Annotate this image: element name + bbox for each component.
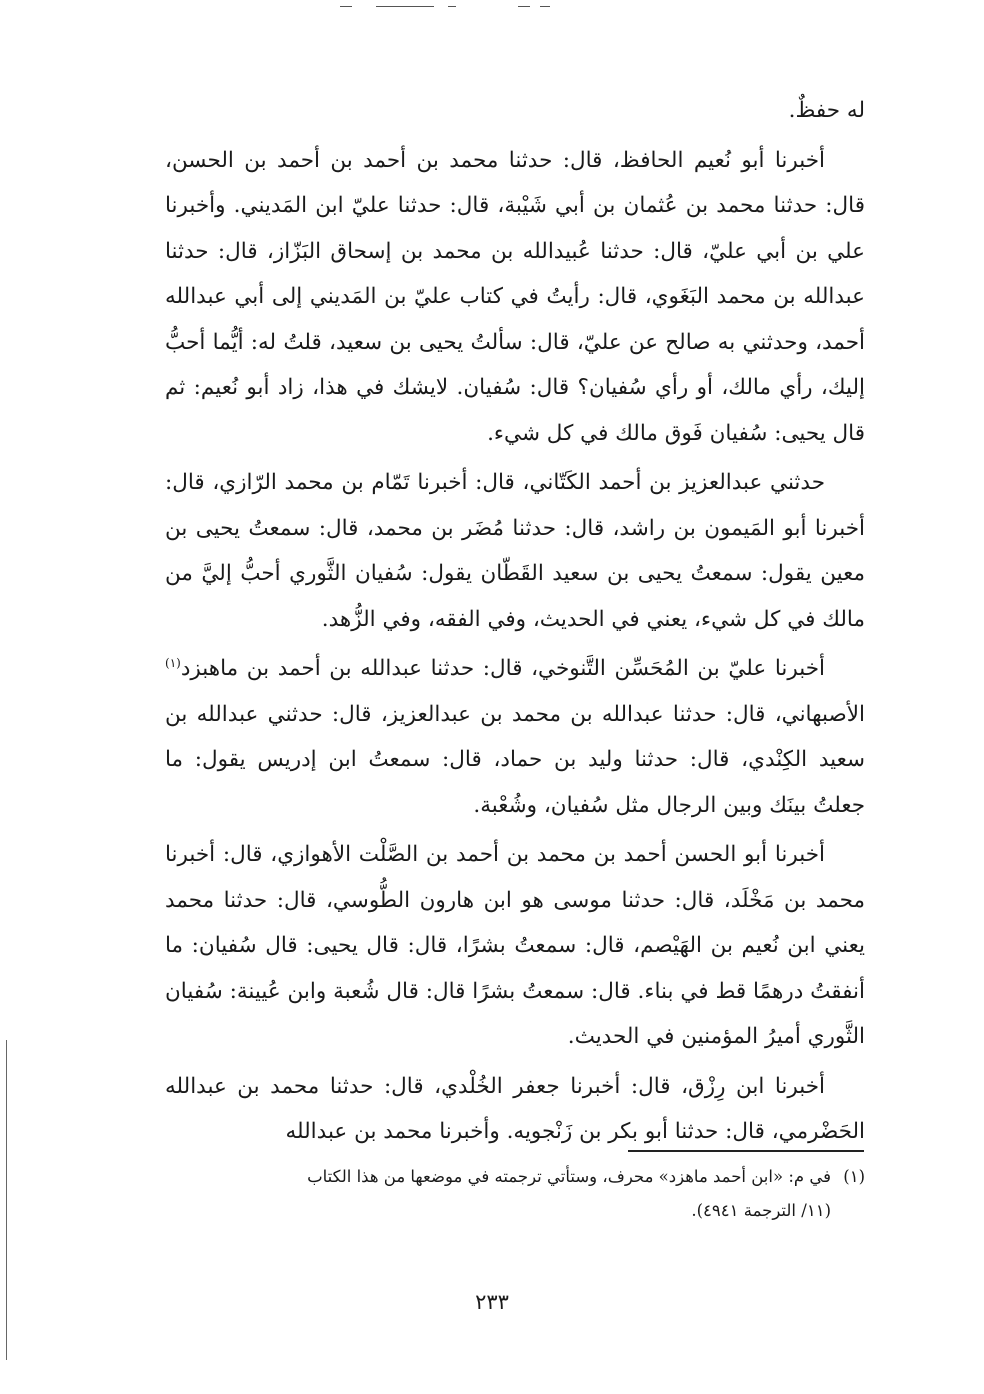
paragraph: [165, 646, 865, 828]
footnote-text: في م: «ابن أحمد ماهزد» محرف، وستأتي ترجمته في موضعها من هذا الكتاب: [307, 1167, 831, 1186]
footnote-separator: [628, 1150, 864, 1152]
paragraph: أخبرنا أبو الحسن أحمد بن محمد بن أحمد بن الصَّلْت الأهوازي، قال: أخبرنا محمد بن مَخْلَد، قال: حدثنا موسى هو ابن هارون الطُّوسي، قال: حدثنا محمد يعني ابن نُعيم بن الهَيْصم، قال: سمعتُ بشرًا، قال: قال يحيى: قال سُفيان: ما أنفقتُ درهمًا قط في بناء. قال: سمعتُ بشرًا قال: قال شُعبة وابن عُيينة: سُفيان الثَّوري أميرُ المؤمنين في الحديث.: [165, 842, 865, 1049]
page-number: ٢٣٣: [475, 1290, 509, 1314]
footnote-text: (١١/ الترجمة ٤٩٤١).: [691, 1201, 831, 1220]
paragraph-text: الأصبهاني، قال: حدثنا عبدالله بن محمد بن عبدالعزيز، قال: حدثني عبدالله بن سعيد الكِنْدي، قال: حدثنا وليد بن حماد، قال: سمعتُ ابن إدريس يقول: ما جعلتُ بينَك وبين الرجال مثل سُفيان، وشُعْبة.: [165, 701, 865, 818]
footnote-line: [165, 1160, 865, 1194]
footnote-line: [165, 1194, 865, 1228]
scan-artifact-marks: [340, 6, 580, 8]
footnote: [165, 1160, 865, 1228]
paragraph-continuation: له حفظٌ.: [788, 98, 865, 123]
footnote-number: (١): [843, 1167, 865, 1186]
paragraph: أخبرنا أبو نُعيم الحافظ، قال: حدثنا محمد بن أحمد بن أحمد بن الحسن، قال: حدثنا محمد بن عُثمان بن أبي شَيْبة، قال: حدثنا عليّ ابن المَديني. وأخبرنا علي بن أبي عليّ، قال: حدثنا عُبيدالله بن محمد بن إسحاق البَزّاز، قال: حدثنا عبدالله بن محمد البَغَوي، قال: رأيتُ في كتاب عليّ بن المَديني إلى أبي عبدالله أحمد، وحدثني به صالح عن عليّ، قال: سألتُ يحيى بن سعيد، قلتُ له: أيُّما أحبُّ إليك، رأي مالك، أو رأي سُفيان؟ قال: سُفيان. لايشك في هذا، زاد أبو نُعيم: ثم قال يحيى: سُفيان فَوق مالك في كل شيء.: [165, 147, 865, 446]
paragraph-text: أخبرنا عليّ بن المُحَسِّن التَّنوخي، قال: حدثنا عبدالله بن أحمد بن ماهبزد: [180, 656, 825, 681]
main-text: [165, 88, 865, 1155]
footnote-reference[interactable]: (١): [165, 655, 181, 670]
paragraph: أخبرنا ابن رِزْق، قال: أخبرنا جعفر الخُلْدي، قال: حدثنا محمد بن عبدالله الحَضْرمي، قال: حدثنا أبو بكر بن زَنْجويه. وأخبرنا محمد بن عبدالله: [165, 1073, 865, 1144]
paragraph: حدثني عبدالعزيز بن أحمد الكَتّاني، قال: أخبرنا تَمّام بن محمد الرّازي، قال: أخبرنا أبو المَيمون بن راشد، قال: حدثنا مُضَر بن محمد، قال: سمعتُ يحيى بن معين يقول: سمعتُ يحيى بن سعيد القَطّان يقول: سُفيان الثَّوري أحبُّ إليَّ من مالك في كل شيء، يعني في الحديث، وفي الفقه، وفي الزُّهد.: [165, 470, 865, 632]
